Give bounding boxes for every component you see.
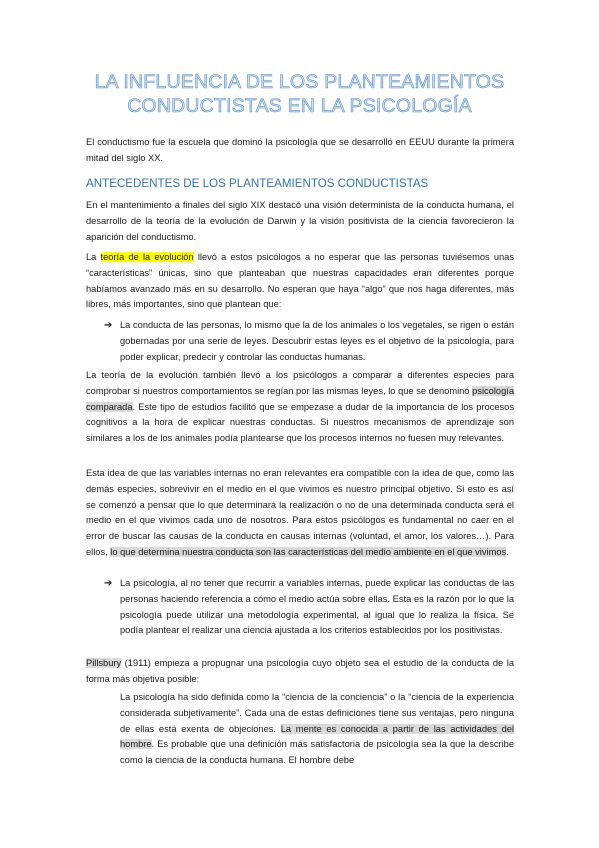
section-heading: ANTECEDENTES DE LOS PLANTEAMIENTOS CONDUCTISTAS bbox=[86, 177, 429, 190]
arrow-bullet-icon: ➔ bbox=[104, 578, 113, 589]
paragraph-2 bbox=[86, 250, 514, 313]
highlight-evolution: teoría de la evolución bbox=[100, 252, 194, 262]
highlight-comparative-psychology: psicología comparada bbox=[86, 385, 514, 412]
quote-rest: . Es probable que una definición más satisfactoria de psicología sea la que la describe como la ciencia de la conducta humana. El hombre debe bbox=[120, 739, 514, 766]
paragraph-1: En el mantenimiento a finales del siglo XIX destacó una visión determinista de la conducta humana, el desarrollo de la teoría de la evolución de Darwin y la visión positivista de la ciencia favorecieron la aparición del conductismo. bbox=[86, 200, 514, 242]
intro-paragraph: El conductismo fue la escuela que dominó la psicología que se desarrolló en EEUU durante la primera mitad del siglo XX. bbox=[86, 137, 514, 163]
arrow-bullet-icon: ➔ bbox=[104, 320, 113, 331]
paragraph-5 bbox=[86, 656, 514, 688]
highlight-environment: lo que determina nuestra conducta son las características del medio ambiente en el que vivimos bbox=[110, 546, 507, 557]
quote-start: La psicología ha sido definida como la “ciencia de la conciencia” o la “ciencia de la experiencia considerada subjetivamente”. Cada una de estas definiciones tiene sus ventajas, pero ninguna de ellas está exenta de objeciones. bbox=[120, 692, 514, 734]
paragraph-2-rest: llevó a estos psicólogos a no esperar que las personas tuviésemos unas “características” únicas, sino que planteaban que nuestras capacidades eran diferentes porque habíamos avanzado más en su desarrollo. No esperan que haya “algo” que nos haga diferentes, más libres, más importantes, sino que plantean que: bbox=[86, 252, 514, 310]
paragraph-3-rest: . Este tipo de estudios facilitó que se empezase a dudar de la importancia de los procesos cognitivos a la hora de explicar nuestras conductas. Si nuestros mecanismos de aprendizaje son similares a los de los animales podía plantearse que los procesos internos no fuesen muy relevantes. bbox=[86, 401, 514, 444]
highlight-pillsbury: Pillsbury bbox=[86, 658, 122, 668]
document-title bbox=[60, 70, 539, 118]
paragraph-2-start: La bbox=[86, 252, 101, 262]
title-line-1: LA INFLUENCIA DE LOS PLANTEAMIENTOS bbox=[94, 71, 505, 93]
paragraph-4 bbox=[86, 466, 514, 561]
paragraph-3-start: La teoría de la evolución también llevó a los psicólogos a comparar a diferentes especies para comprobar si nuestros comportamientos se regían por las mismas leyes, lo que se denominó bbox=[86, 370, 514, 396]
title-line-2: CONDUCTISTAS EN LA PSICOLOGÍA bbox=[127, 95, 472, 117]
paragraph-4-end: . bbox=[506, 546, 509, 557]
bullet-1-text: La conducta de las personas, lo mismo que la de los animales o los vegetales, se rigen o están gobernadas por una serie de leyes. Descubrir estas leyes es el objetivo de la psicología, para poder explicar, predecir y controlar las conductas humanas. bbox=[120, 320, 514, 362]
paragraph-3 bbox=[86, 368, 514, 447]
bullet-2-text: La psicología, al no tener que recurrir a variables internas, puede explicar las conductas de las personas haciendo referencia a cómo el medio actúa sobre ellas. Esta es la razón por lo que la psicología puede utilizar una metodología experimental, al igual que lo realiza la física. Se podía plantear el realizar una ciencia ajustada a los criterios establecidos por los positivistas. bbox=[120, 578, 514, 636]
block-quote bbox=[120, 690, 514, 769]
highlight-mind-known: La mente es conocida a partir de las actividades del hombre bbox=[120, 723, 514, 750]
paragraph-4-start: Esta idea de que las variables internas no eran relevantes era compatible con la idea de que, como las demás especies, sobrevivir en el medio en el que vivimos es nuestro principal objetivo. Si esto es así se comenzó a pensar que lo que determinará la realización o no de una determinada conducta será el medio en el que vivimos cada uno de nosotros. Para estos psicólogos es fundamental no caer en el error de buscar las causas de la conducta en causas internas (voluntad, el amor, los valores…). Para ellos, bbox=[86, 468, 514, 557]
paragraph-5-rest: (1911) empieza a propugnar una psicología cuyo objeto sea el estudio de la conducta de la forma más objetiva posible: bbox=[86, 658, 514, 684]
